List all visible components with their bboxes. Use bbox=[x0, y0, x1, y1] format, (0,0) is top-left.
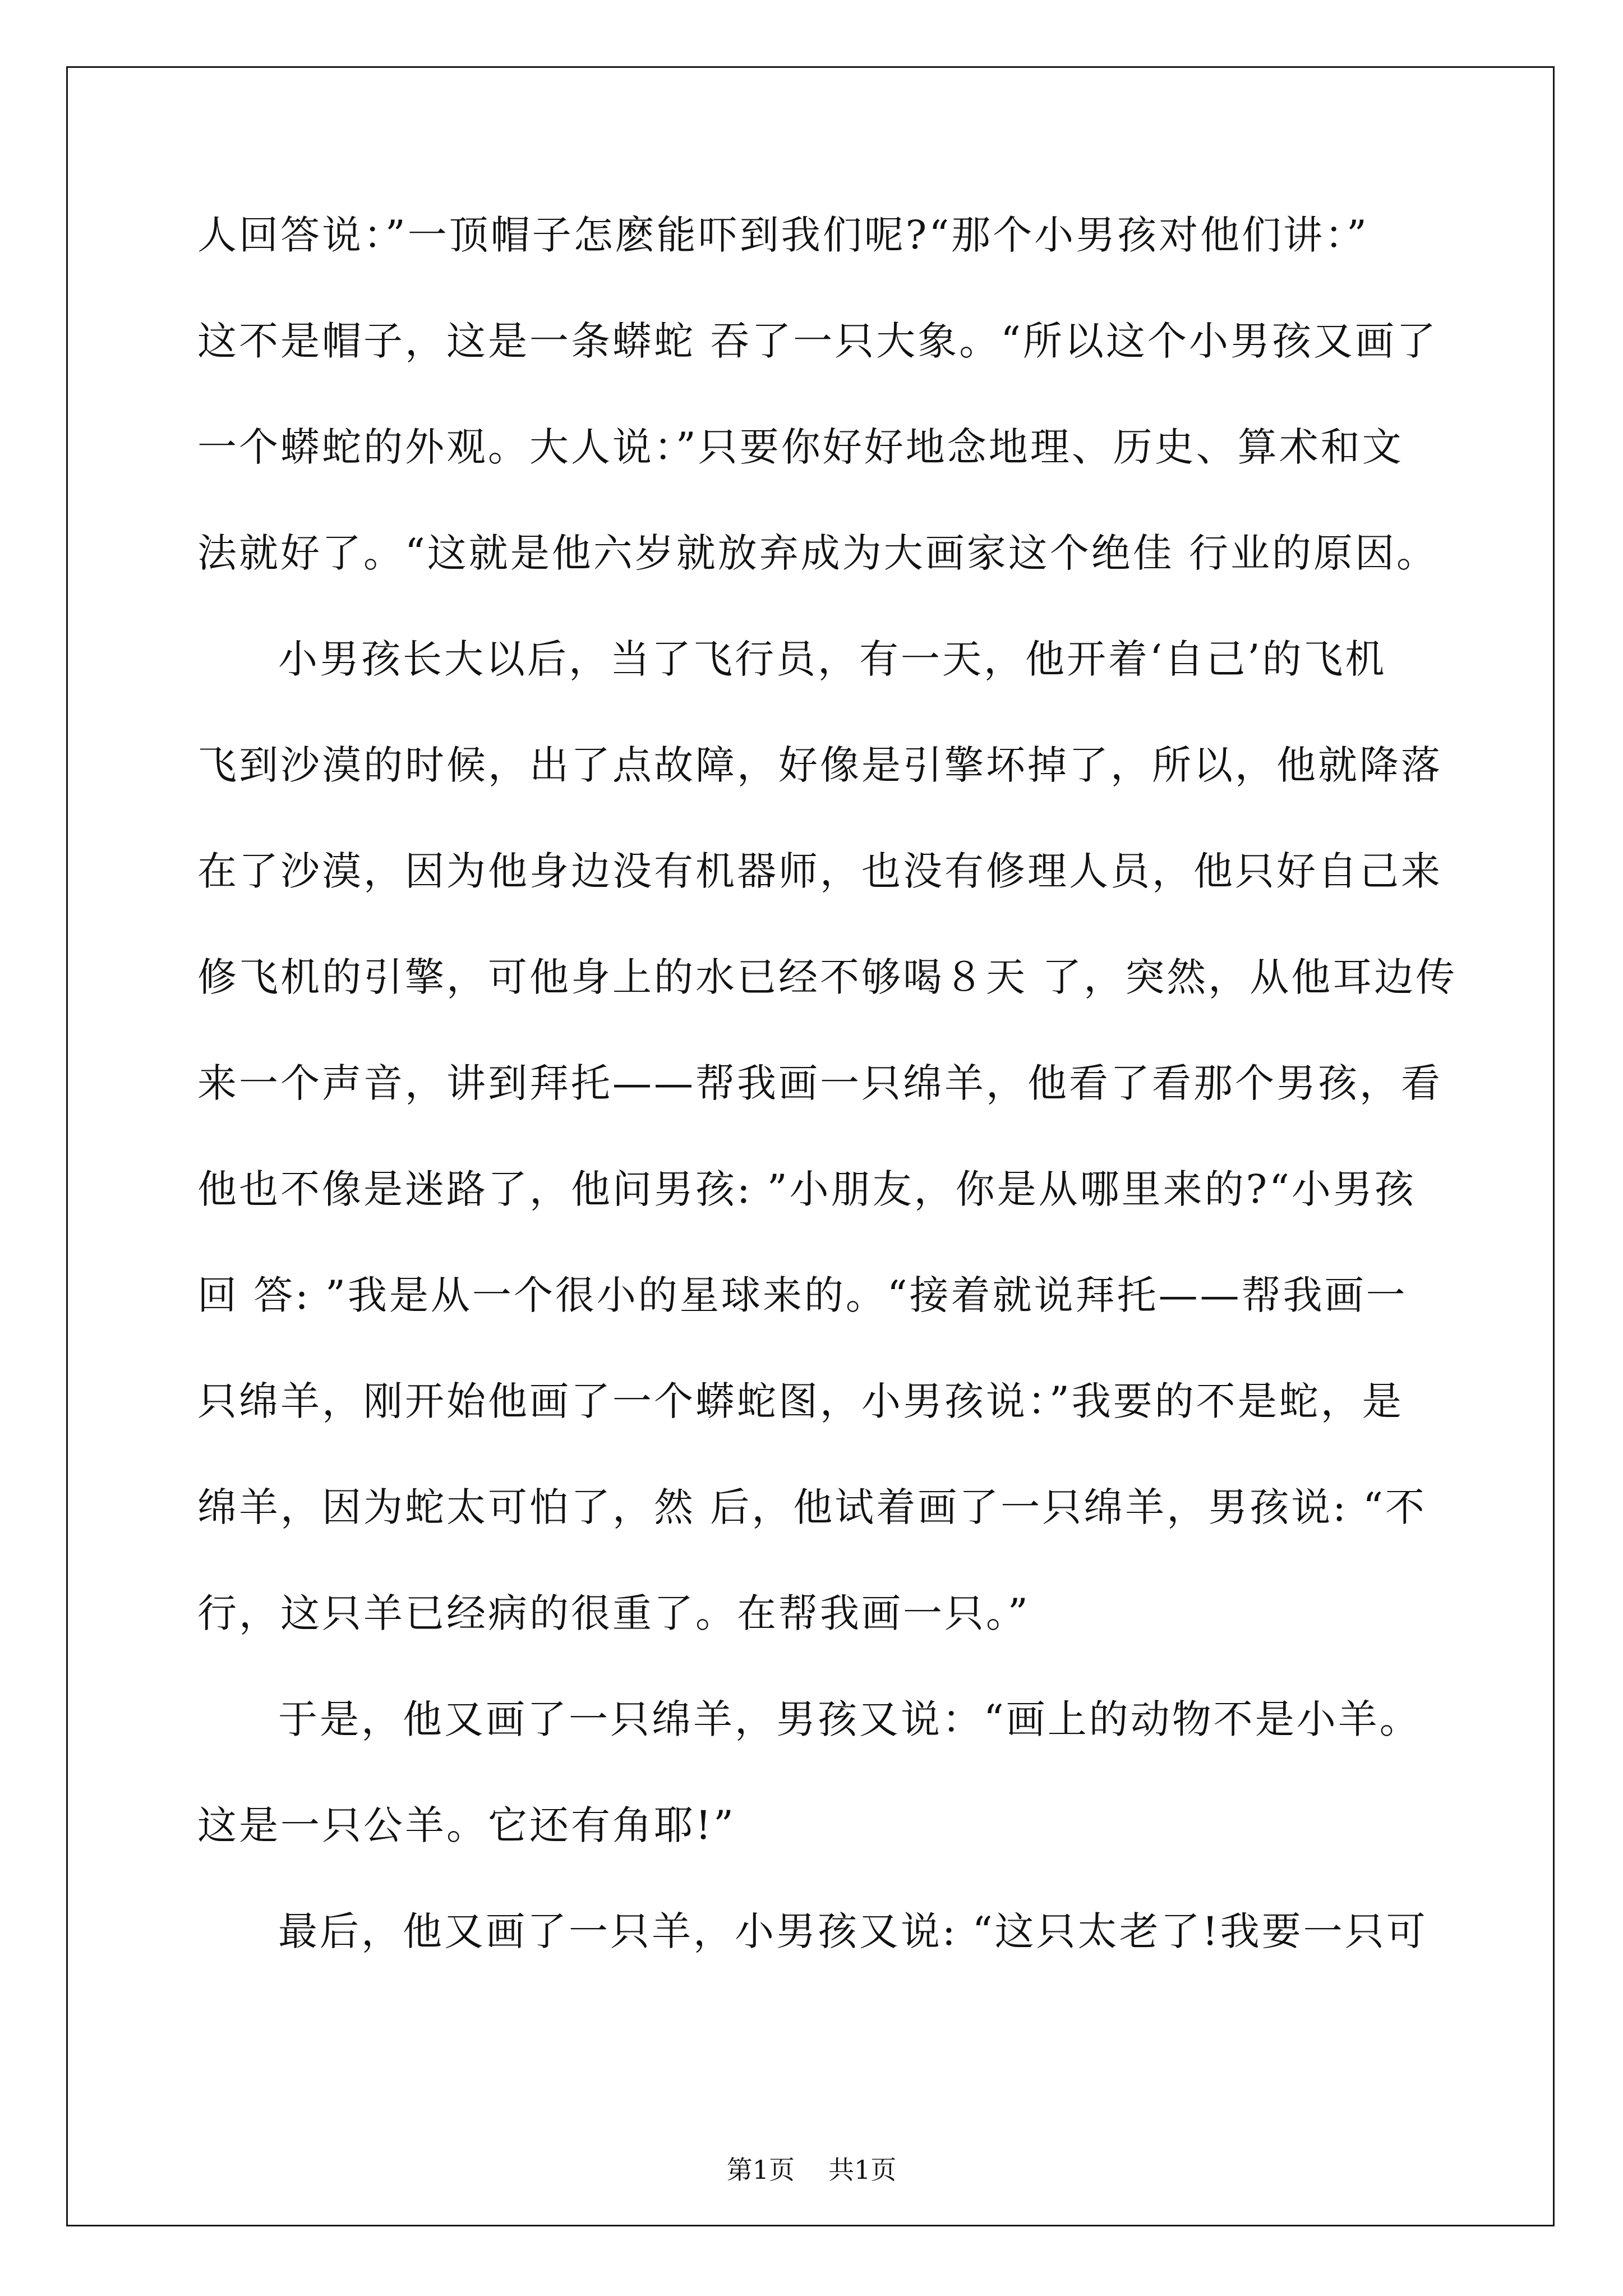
paragraph-start-line: 最后，他又画了一只羊，小男孩又说: “这只太老了!我要一只可 bbox=[278, 1908, 1428, 1954]
text-line: 这不是帽子，这是一条蟒蛇 吞了一只大象。“所以这个小男孩又画了 bbox=[197, 318, 1438, 364]
text-line: 他也不像是迷路了，他问男孩: ”小朋友，你是从哪里来的?“小男孩 bbox=[197, 1166, 1416, 1212]
document-body bbox=[197, 208, 1458, 2010]
text-line: 一个蟒蛇的外观。大人说：”只要你好好地念地理、历史、算术和文 bbox=[197, 424, 1404, 470]
text-line: 来一个声音，讲到拜托——帮我画一只绵羊，他看了看那个男孩，看 bbox=[197, 1060, 1442, 1106]
page-total: 共1页 bbox=[828, 2155, 897, 2185]
text-line: 飞到沙漠的时候，出了点故障，好像是引擎坏掉了，所以，他就降落 bbox=[197, 742, 1442, 788]
text-line: 修飞机的引擎，可他身上的水已经不够喝８天 了，突然，从他耳边传 bbox=[197, 954, 1458, 1000]
page-number: 第1页 bbox=[726, 2155, 795, 2185]
text-line: 只绵羊，刚开始他画了一个蟒蛇图，小男孩说：”我要的不是蛇，是 bbox=[197, 1378, 1404, 1424]
paragraph-start-line: 于是，他又画了一只绵羊，男孩又说：“画上的动物不是小羊。 bbox=[278, 1696, 1421, 1742]
text-line: 绵羊，因为蛇太可怕了，然 后，他试着画了一只绵羊，男孩说: “不 bbox=[197, 1484, 1427, 1530]
page-footer bbox=[0, 2153, 1623, 2187]
text-line: 这是一只公羊。它还有角耶!” bbox=[197, 1802, 736, 1848]
text-line: 人回答说：”一顶帽子怎麽能吓到我们呢?“那个小男孩对他们讲：” bbox=[197, 212, 1369, 258]
text-line: 回 答: ”我是从一个很小的星球来的。“接着就说拜托——帮我画一 bbox=[197, 1272, 1408, 1318]
text-line: 在了沙漠，因为他身边没有机器师，也没有修理人员，他只好自己来 bbox=[197, 848, 1442, 894]
text-line: 行，这只羊已经病的很重了。在帮我画一只。” bbox=[197, 1590, 1030, 1636]
paragraph-start-line: 小男孩长大以后，当了飞行员，有一天，他开着‘自己’的飞机 bbox=[278, 636, 1387, 682]
text-line: 法就好了。“这就是他六岁就放弃成为大画家这个绝佳 行业的原因。 bbox=[197, 530, 1438, 576]
